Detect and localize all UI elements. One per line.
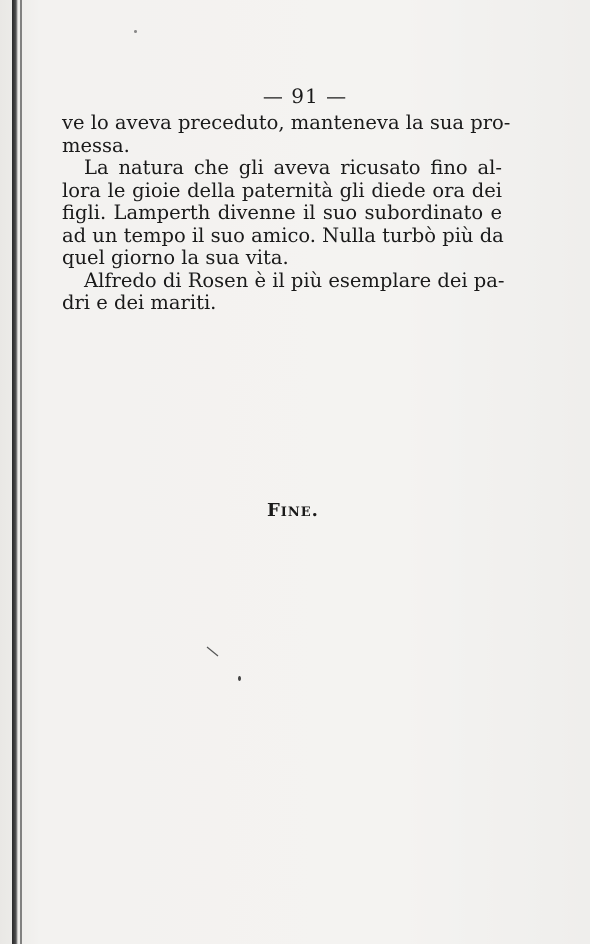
text-line: ve lo aveva preceduto, manteneva la sua pro-	[62, 111, 511, 134]
paper-mark	[206, 646, 220, 658]
page-number: — 91 —	[262, 84, 348, 108]
text-line: La natura che gli aveva ricusato fino al-	[84, 156, 502, 179]
text-line: ad un tempo il suo amico. Nulla turbò più da	[62, 223, 504, 247]
binding-edge	[12, 0, 18, 944]
text-line: messa.	[62, 133, 130, 157]
body-text	[62, 111, 511, 315]
text-line: lora le gioie della paternità gli diede ora dei	[62, 178, 502, 202]
paper-speck	[238, 676, 241, 681]
text-line: Alfredo di Rosen è il più esemplare dei pa-	[84, 268, 505, 292]
end-label: Fine.	[267, 500, 319, 521]
binding-edge-shadow	[20, 0, 22, 944]
text-line: figli. Lamperth divenne il suo subordinato e	[62, 201, 502, 224]
text-line: dri e dei mariti.	[62, 291, 217, 314]
text-line: quel giorno la sua vita.	[62, 246, 289, 269]
paper-speck	[134, 30, 137, 33]
